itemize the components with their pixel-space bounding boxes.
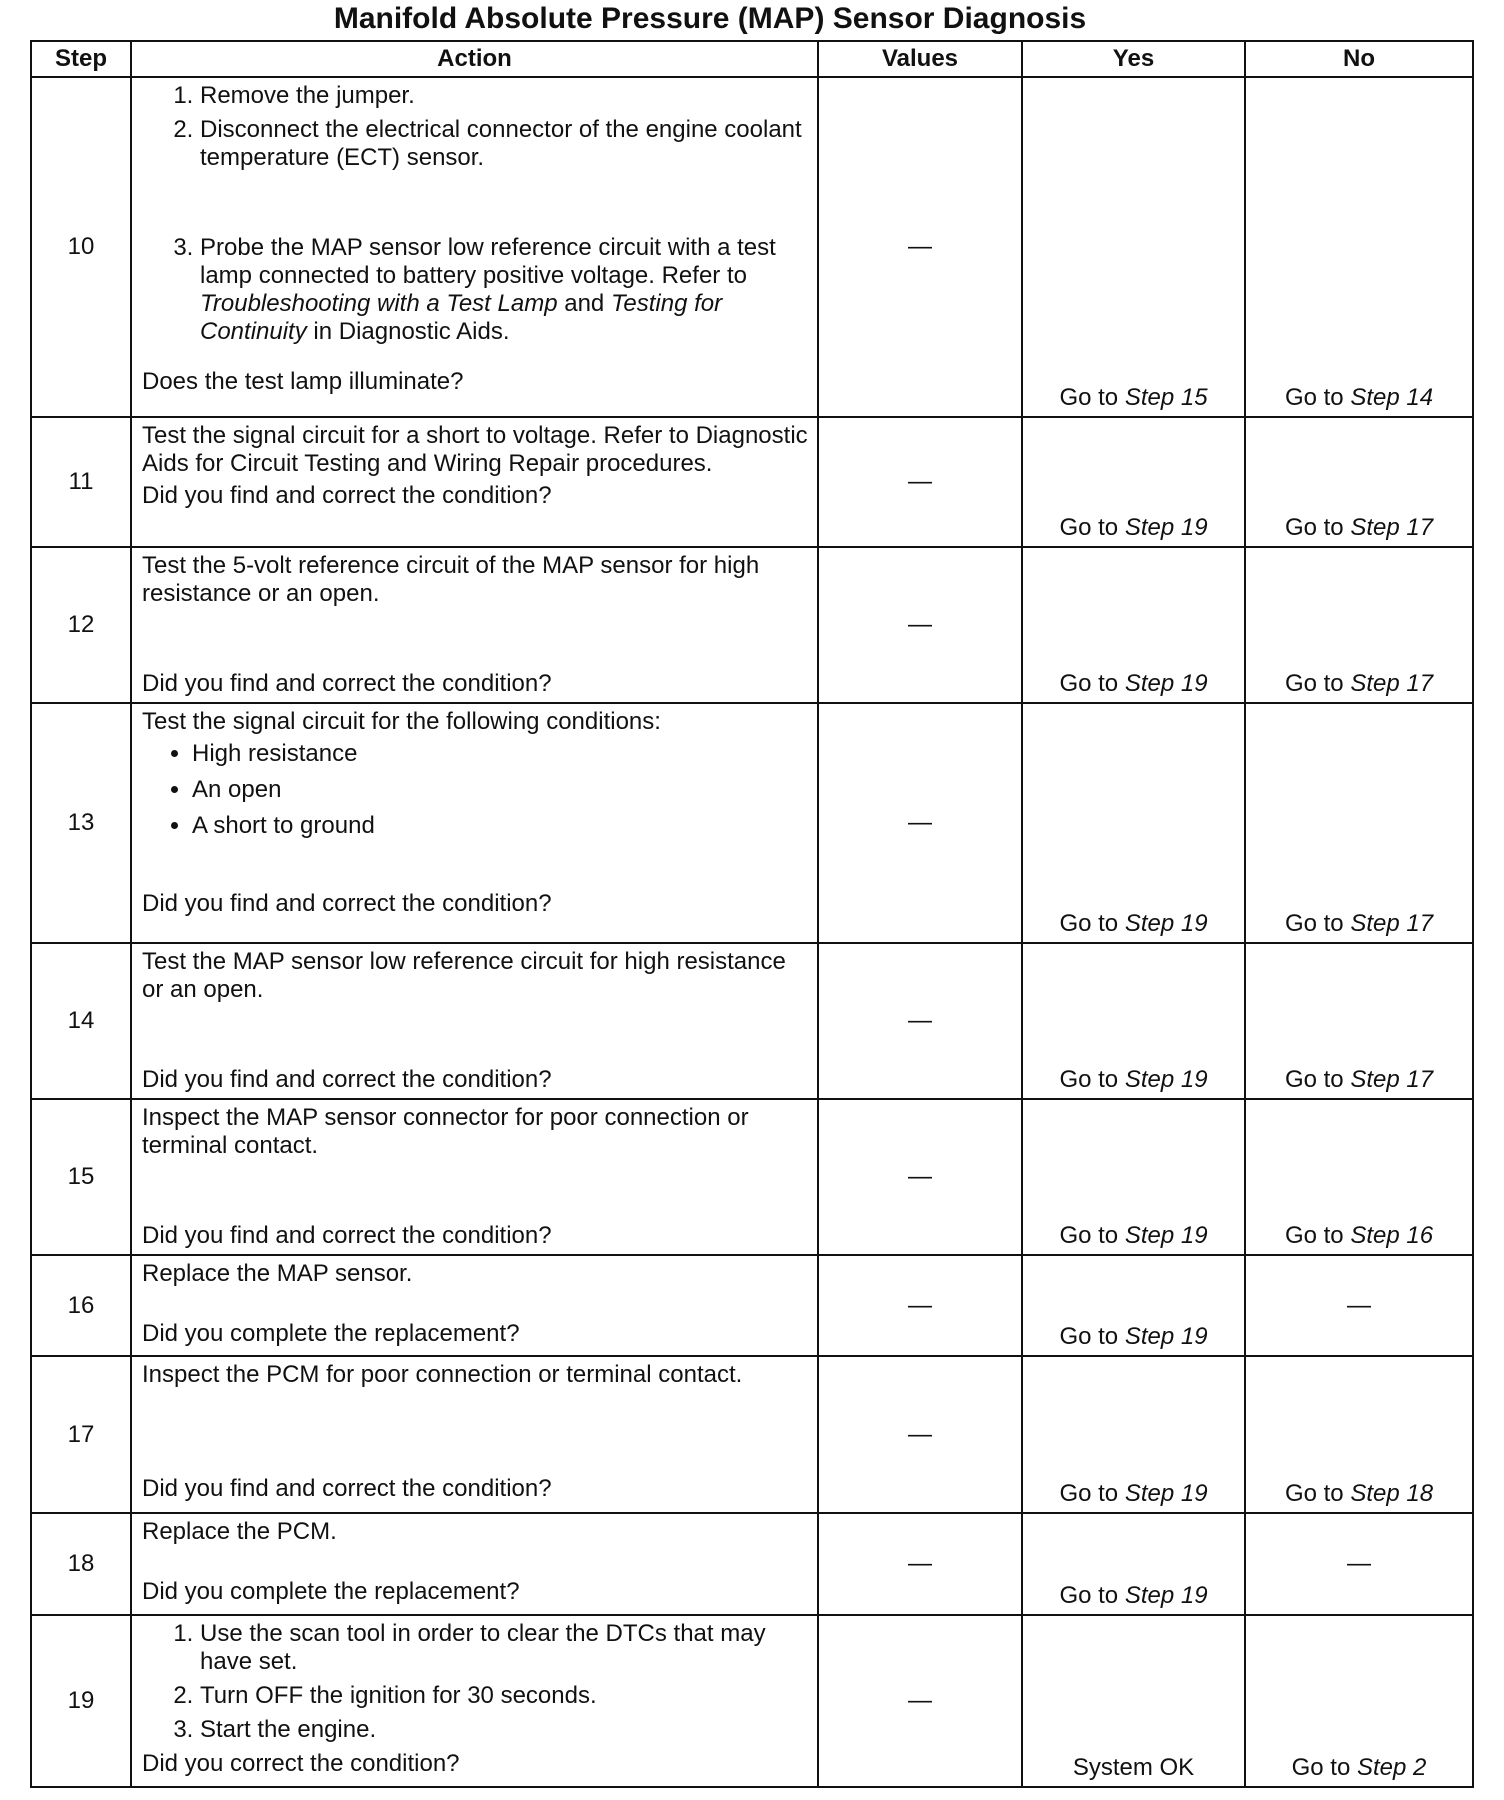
- goto-step: Step 19: [1124, 514, 1208, 541]
- no-cell: [1245, 417, 1473, 547]
- goto-prefix: Go to: [1059, 1323, 1125, 1350]
- goto-step: Step 19: [1124, 1480, 1208, 1507]
- item-text: Probe the MAP sensor low reference circuit with a test lamp connected to battery positive voltage. Refer to: [200, 234, 776, 289]
- goto-prefix: Go to: [1284, 1480, 1351, 1507]
- list-item: 3. Start the engine.: [200, 1716, 809, 1744]
- goto-step: Step 19: [1124, 1222, 1208, 1249]
- goto-step: Step 17: [1350, 1066, 1434, 1093]
- values-cell: —: [818, 1513, 1022, 1615]
- action-text: Test the 5-volt reference circuit of the MAP sensor for high resistance or an open.: [142, 552, 760, 607]
- list-item: 2. Disconnect the electrical connector of the engine coolant temperature (ECT) sensor.: [200, 116, 809, 172]
- table-row: [31, 417, 1473, 547]
- action-cell: [131, 77, 818, 417]
- list-item: 1. Use the scan tool in order to clear the DTCs that may have set.: [200, 1620, 809, 1676]
- yes-cell: [1022, 943, 1245, 1099]
- action-question: Did you find and correct the condition?: [142, 890, 552, 917]
- header-values: Values: [818, 41, 1022, 77]
- reference-link: Troubleshooting with a Test Lamp: [200, 290, 558, 317]
- action-question: Did you find and correct the condition?: [142, 1066, 552, 1093]
- action-cell: [131, 547, 818, 703]
- yes-cell: [1022, 1099, 1245, 1255]
- goto-prefix: Go to: [1284, 514, 1351, 541]
- action-cell: [131, 1255, 818, 1356]
- goto-prefix: Go to: [1284, 1066, 1351, 1093]
- step-number: 11: [31, 417, 131, 547]
- goto-step: Step 19: [1124, 670, 1208, 697]
- yes-cell: [1022, 1255, 1245, 1356]
- goto-prefix: Go to: [1284, 1222, 1351, 1249]
- list-item: [200, 234, 809, 346]
- no-cell: [1245, 703, 1473, 943]
- header-action: Action: [131, 41, 818, 77]
- goto-step: Step 19: [1124, 1323, 1208, 1350]
- goto-prefix: Go to: [1059, 670, 1125, 697]
- action-cell: [131, 943, 818, 1099]
- goto-prefix: Go to: [1059, 384, 1125, 411]
- values-cell: —: [818, 547, 1022, 703]
- action-list: [142, 82, 809, 346]
- action-text: Inspect the MAP sensor connector for poor connection or terminal contact.: [142, 1104, 749, 1159]
- action-text: Test the signal circuit for the following conditions:: [142, 708, 661, 735]
- goto-prefix: Go to: [1059, 1222, 1125, 1249]
- table-row: [31, 547, 1473, 703]
- goto-prefix: Go to: [1059, 1480, 1125, 1507]
- action-question: Does the test lamp illuminate?: [142, 368, 464, 395]
- action-question: Did you find and correct the condition?: [142, 482, 552, 509]
- table-row: [31, 1356, 1473, 1513]
- step-number: 15: [31, 1099, 131, 1255]
- action-text: Replace the PCM.: [142, 1518, 337, 1545]
- header-no: No: [1245, 41, 1473, 77]
- no-cell: [1245, 1356, 1473, 1513]
- yes-cell: [1022, 417, 1245, 547]
- yes-cell: [1022, 77, 1245, 417]
- goto-step: Step 17: [1350, 910, 1434, 937]
- no-cell: —: [1245, 1255, 1473, 1356]
- no-cell: —: [1245, 1513, 1473, 1615]
- table-row: [31, 1615, 1473, 1787]
- list-item: • High resistance: [192, 740, 809, 768]
- yes-cell: [1022, 703, 1245, 943]
- no-cell: [1245, 547, 1473, 703]
- goto-step: Step 18: [1350, 1480, 1434, 1507]
- diagnosis-table: [30, 40, 1474, 1788]
- step-number: 16: [31, 1255, 131, 1356]
- goto-prefix: Go to: [1284, 384, 1351, 411]
- goto-step: Step 15: [1124, 384, 1208, 411]
- no-cell: [1245, 943, 1473, 1099]
- no-cell: [1245, 1099, 1473, 1255]
- values-cell: —: [818, 1099, 1022, 1255]
- action-cell: [131, 1615, 818, 1787]
- values-cell: —: [818, 77, 1022, 417]
- table-row: [31, 943, 1473, 1099]
- list-item: • An open: [192, 776, 809, 804]
- goto-step: Step 16: [1350, 1222, 1434, 1249]
- item-text: and: [557, 290, 611, 317]
- list-item: • A short to ground: [192, 812, 809, 840]
- page-title: Manifold Absolute Pressure (MAP) Sensor Diagnosis: [333, 2, 1087, 35]
- action-question: Did you correct the condition?: [142, 1750, 460, 1777]
- action-question: Did you find and correct the condition?: [142, 1222, 552, 1249]
- goto-step: Step 14: [1350, 384, 1434, 411]
- action-cell: [131, 1356, 818, 1513]
- values-cell: —: [818, 703, 1022, 943]
- table-row: [31, 1255, 1473, 1356]
- values-cell: —: [818, 1356, 1022, 1513]
- goto-step: Step 19: [1124, 910, 1208, 937]
- values-cell: —: [818, 417, 1022, 547]
- step-number: 12: [31, 547, 131, 703]
- reference-link: Testing for Continuity: [200, 290, 723, 345]
- no-cell: [1245, 77, 1473, 417]
- yes-cell: [1022, 1513, 1245, 1615]
- action-question: Did you find and correct the condition?: [142, 1475, 552, 1502]
- goto-step: Step 17: [1350, 514, 1434, 541]
- goto-step: Step 2: [1356, 1754, 1427, 1781]
- values-cell: —: [818, 1255, 1022, 1356]
- condition-list: [142, 740, 809, 840]
- list-item: 1. Remove the jumper.: [200, 82, 809, 110]
- table-row: [31, 1099, 1473, 1255]
- goto-prefix: Go to: [1059, 1582, 1125, 1609]
- step-number: 14: [31, 943, 131, 1099]
- goto-prefix: Go to: [1059, 1066, 1125, 1093]
- goto-step: Step 17: [1350, 670, 1434, 697]
- action-cell: [131, 417, 818, 547]
- action-question: Did you find and correct the condition?: [142, 670, 552, 697]
- goto-prefix: Go to: [1059, 910, 1125, 937]
- action-cell: [131, 703, 818, 943]
- header-row: [31, 41, 1473, 77]
- header-step: Step: [31, 41, 131, 77]
- action-text: Replace the MAP sensor.: [142, 1260, 413, 1287]
- action-text: Inspect the PCM for poor connection or terminal contact.: [142, 1361, 743, 1388]
- goto-prefix: Go to: [1059, 514, 1125, 541]
- table-row: [31, 1513, 1473, 1615]
- values-cell: —: [818, 943, 1022, 1099]
- goto-prefix: Go to: [1291, 1754, 1357, 1781]
- step-number: 18: [31, 1513, 131, 1615]
- yes-cell: [1022, 547, 1245, 703]
- step-number: 19: [31, 1615, 131, 1787]
- yes-cell: System OK: [1022, 1615, 1245, 1787]
- action-question: Did you complete the replacement?: [142, 1320, 520, 1347]
- step-number: 13: [31, 703, 131, 943]
- action-list: [142, 1620, 809, 1744]
- goto-prefix: Go to: [1284, 670, 1351, 697]
- action-text: Test the MAP sensor low reference circuit for high resistance or an open.: [142, 948, 786, 1003]
- step-number: 17: [31, 1356, 131, 1513]
- action-cell: [131, 1099, 818, 1255]
- no-cell: [1245, 1615, 1473, 1787]
- step-number: 10: [31, 77, 131, 417]
- action-cell: [131, 1513, 818, 1615]
- values-cell: —: [818, 1615, 1022, 1787]
- goto-step: Step 19: [1124, 1066, 1208, 1093]
- header-yes: Yes: [1022, 41, 1245, 77]
- item-text: in Diagnostic Aids.: [306, 318, 510, 345]
- goto-prefix: Go to: [1284, 910, 1351, 937]
- goto-step: Step 19: [1124, 1582, 1208, 1609]
- table-row: [31, 77, 1473, 417]
- action-text: Test the signal circuit for a short to voltage. Refer to Diagnostic Aids for Circuit Testing and Wiring Repair procedures.: [142, 422, 808, 477]
- yes-cell: [1022, 1356, 1245, 1513]
- list-item: 2. Turn OFF the ignition for 30 seconds.: [200, 1682, 809, 1710]
- table-row: [31, 703, 1473, 943]
- action-question: Did you complete the replacement?: [142, 1578, 520, 1605]
